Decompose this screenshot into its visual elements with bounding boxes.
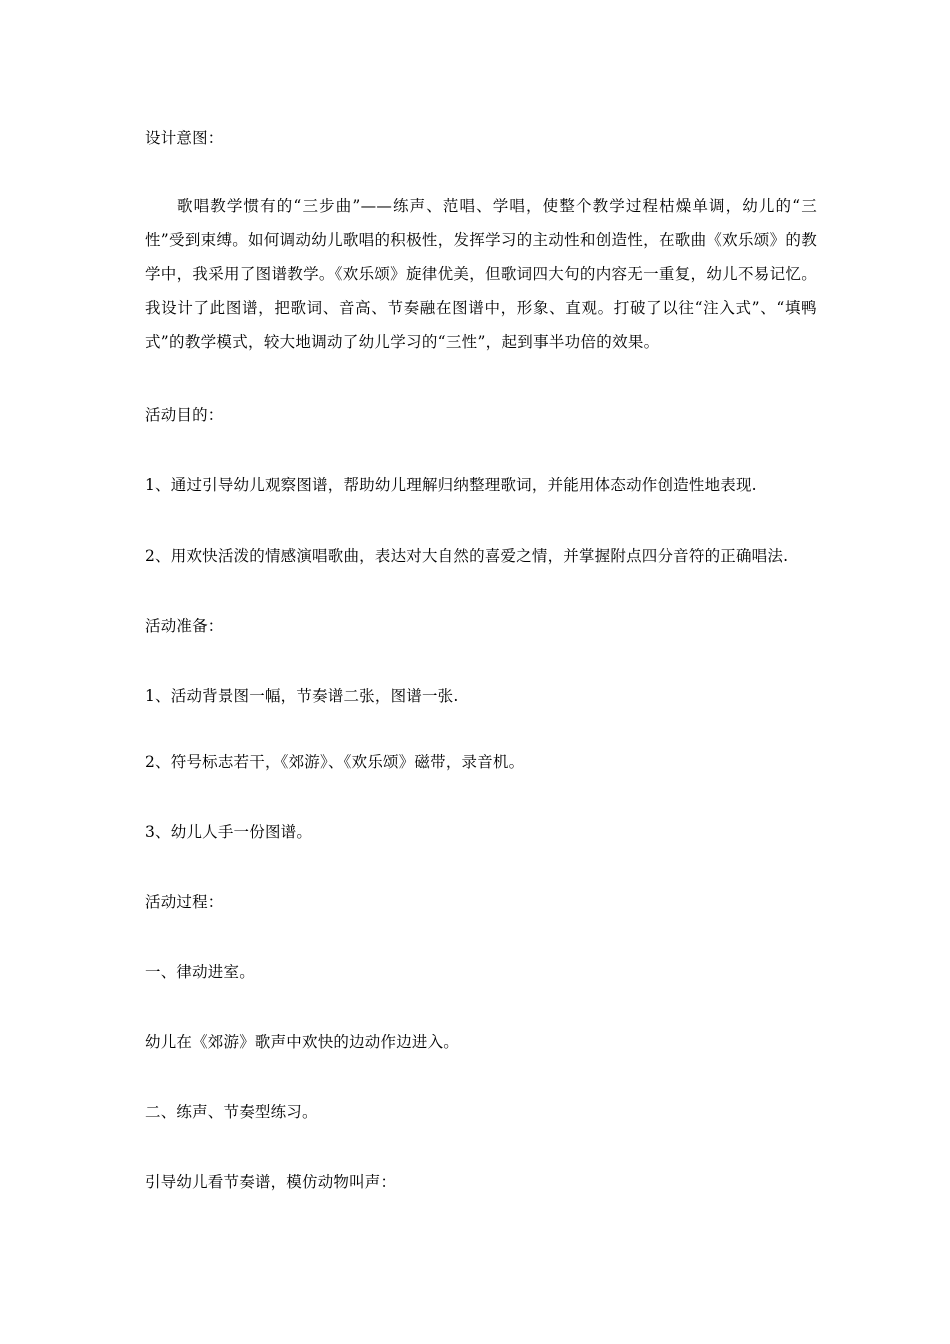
- activity-preparation-heading: 活动准备：: [145, 617, 224, 635]
- process-step-2-text: 引导幼儿看节奏谱，模仿动物叫声：: [145, 1173, 397, 1191]
- process-step-2-heading: 二、练声、节奏型练习。: [145, 1103, 318, 1121]
- design-intent-paragraph: 歌唱教学惯有的“三步曲”——练声、范唱、学唱，使整个教学过程枯燥单调，幼儿的“三性”受到束缚。如何调动幼儿歌唱的积极性，发挥学习的主动性和创造性，在歌曲《欢乐颂》的教学中，我采用了图谱教学。《欢乐颂》旋律优美，但歌词四大句的内容无一重复，幼儿不易记忆。我设计了此图谱，把歌词、音高、节奏融在图谱中，形象、直观。打破了以往“注入式”、“填鸭式”的教学模式，较大地调动了幼儿学习的“三性”，起到事半功倍的效果。: [145, 197, 817, 351]
- goal-item-2: 2、用欢快活泼的情感演唱歌曲，表达对大自然的喜爱之情，并掌握附点四分音符的正确唱法.: [145, 547, 789, 565]
- activity-goals-heading: 活动目的：: [145, 406, 224, 424]
- process-step-1-heading: 一、律动进室。: [145, 963, 255, 981]
- activity-process-heading: 活动过程：: [145, 893, 224, 911]
- prep-item-1: 1、活动背景图一幅，节奏谱二张，图谱一张.: [145, 687, 459, 705]
- design-intent-heading: 设计意图：: [145, 129, 224, 147]
- prep-item-2: 2、符号标志若干，《郊游》、《欢乐颂》磁带，录音机。: [145, 753, 525, 771]
- process-step-1-text: 幼儿在《郊游》歌声中欢快的边动作边进入。: [145, 1033, 460, 1051]
- prep-item-3: 3、幼儿人手一份图谱。: [145, 823, 313, 841]
- goal-item-1: 1、通过引导幼儿观察图谱，帮助幼儿理解归纳整理歌词，并能用体态动作创造性地表现.: [145, 476, 757, 494]
